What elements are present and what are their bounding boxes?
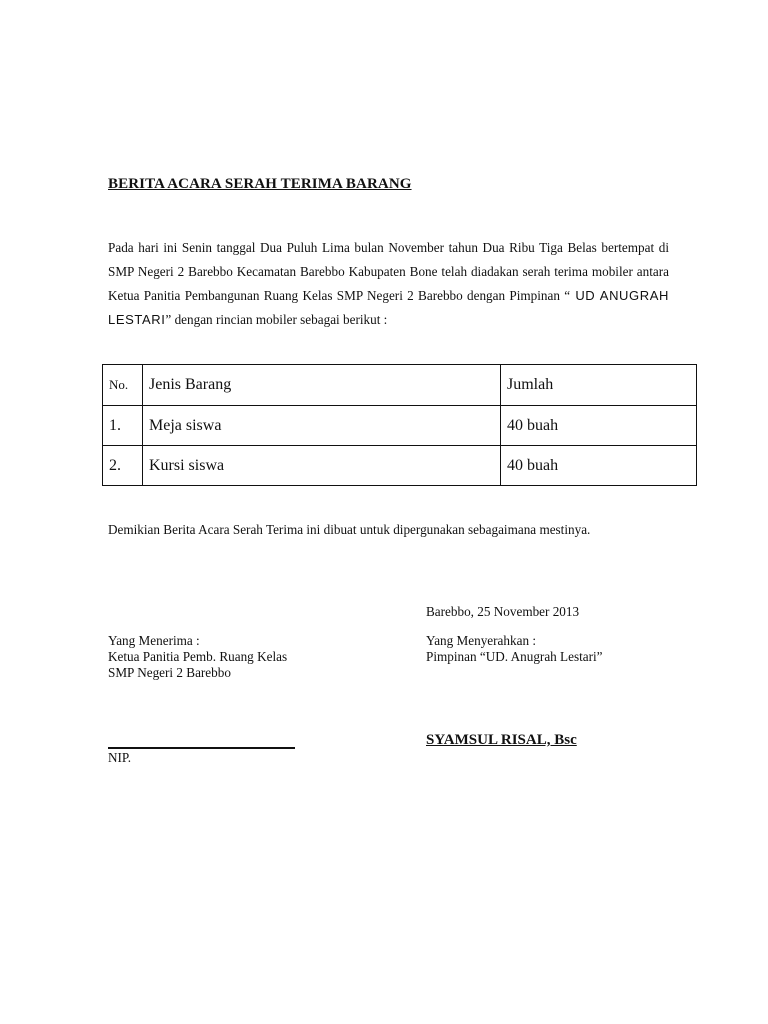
- place-date: Barebbo, 25 November 2013: [426, 604, 580, 619]
- intro-text-part1: Pada hari ini Senin tanggal Dua Puluh Lima bulan November tahun Dua Ribu Tiga Belas bertempat di SMP Negeri 2 Barebbo Kecamatan Barebbo Kabupaten Bone telah diadakan serah terima mobiler antara Ketua Panitia Pembangunan Ruang Kelas SMP Negeri 2 Barebbo dengan Pimpinan “: [108, 240, 669, 303]
- receiver-org: SMP Negeri 2 Barebbo: [108, 665, 231, 680]
- intro-text-part2: ” dengan rincian mobiler sebagai berikut :: [165, 312, 388, 327]
- table-header-row: [103, 365, 697, 406]
- receiver-block: [108, 633, 287, 681]
- header-no: No.: [103, 365, 143, 406]
- receiver-signature-line: [108, 747, 295, 749]
- row-quantity: 40 buah: [501, 446, 697, 486]
- items-table: [102, 364, 697, 486]
- receiver-role: Ketua Panitia Pemb. Ruang Kelas: [108, 649, 288, 664]
- row-quantity: 40 buah: [501, 406, 697, 446]
- header-quantity: Jumlah: [501, 365, 697, 406]
- giver-label: Yang Menyerahkan :: [426, 633, 536, 648]
- receiver-label: Yang Menerima :: [108, 633, 200, 648]
- row-no: 2.: [103, 446, 143, 486]
- giver-role: Pimpinan “UD. Anugrah Lestari”: [426, 649, 603, 664]
- closing-paragraph: Demikian Berita Acara Serah Terima ini dibuat untuk dipergunakan sebagaimana mestinya.: [108, 522, 591, 537]
- row-item-type: Kursi siswa: [143, 446, 501, 486]
- row-item-type: Meja siswa: [143, 406, 501, 446]
- table-row: [103, 406, 697, 446]
- intro-vendor-name: UD ANUGRAH LESTARI: [108, 288, 670, 327]
- giver-block: [426, 633, 603, 665]
- row-no: 1.: [103, 406, 143, 446]
- document-title: BERITA ACARA SERAH TERIMA BARANG: [108, 176, 412, 192]
- giver-name: SYAMSUL RISAL, Bsc: [426, 732, 577, 748]
- receiver-nip: NIP.: [108, 750, 132, 765]
- table-row: [103, 446, 697, 486]
- intro-paragraph: [108, 236, 669, 332]
- header-item-type: Jenis Barang: [143, 365, 501, 406]
